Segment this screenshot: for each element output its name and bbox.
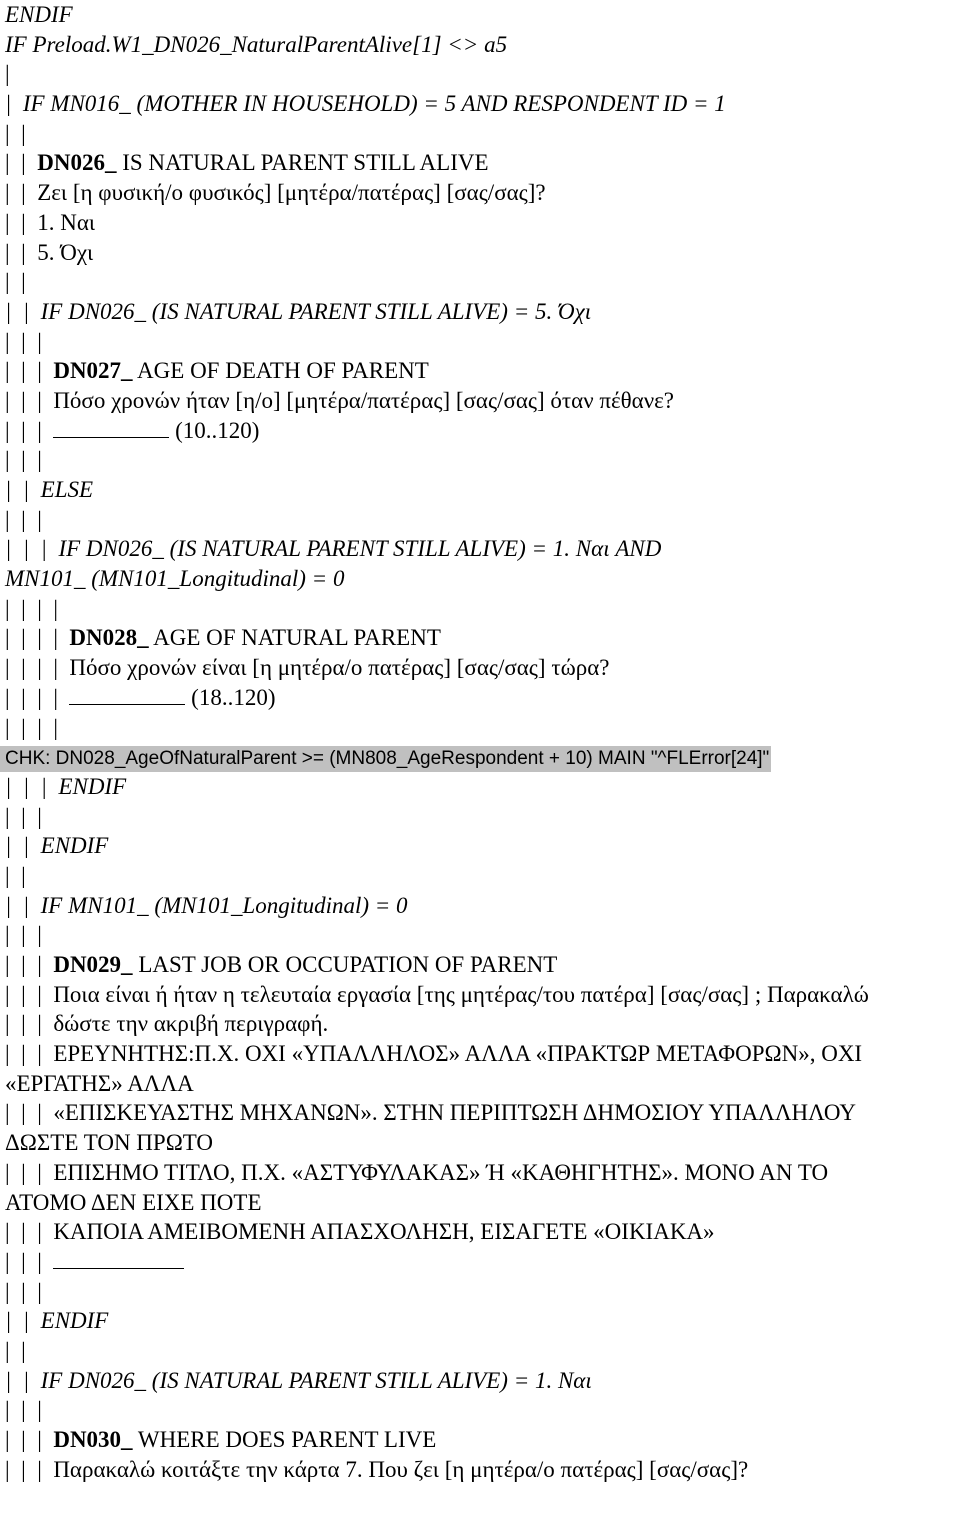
dn029-code: DN029_: [53, 952, 133, 977]
tree-prefix: | | |: [5, 1427, 54, 1452]
dn030-heading: [5, 1425, 960, 1455]
tree-prefix: | | | |: [5, 625, 70, 651]
interviewer-note-cont: «ΕΡΓΑΤΗΣ» ΑΛΛΑ: [5, 1070, 194, 1096]
dn029-answer-field: [5, 1247, 960, 1277]
dn028-heading: [5, 623, 960, 653]
dn026-option-yes: | | 1. Ναι: [5, 209, 96, 235]
dn028-title: AGE OF NATURAL PARENT: [148, 625, 441, 651]
dn029-heading: [5, 950, 960, 980]
if-dn026-alive-condition: | | IF DN026_ (IS NATURAL PARENT STILL ALIVE) = 1. Ναι: [5, 1367, 592, 1393]
interviewer-note-cont: ΑΤΟΜΟ ΔΕΝ ΕΙΧΕ ΠΟΤΕ: [5, 1189, 262, 1215]
tree-line: | | |: [5, 803, 42, 829]
tree-line: | | | |: [5, 595, 58, 621]
if-dn026-yes-condition: | | | IF DN026_ (IS NATURAL PARENT STILL ALIVE) = 1. Ναι AND: [5, 536, 662, 562]
tree-prefix: | |: [5, 150, 38, 176]
dn028-code: DN028_: [69, 625, 149, 651]
if-preload-condition: IF Preload.W1_DN026_NaturalParentAlive[1] <> a5: [5, 31, 508, 57]
answer-blank: [69, 686, 185, 705]
dn027-code: DN027_: [53, 358, 133, 384]
dn029-question: | | | Ποια είναι ή ήταν η τελευταία εργασία [της μητέρας/του πατέρα] [σας/σας] ; Παρακαλώ: [5, 981, 869, 1007]
answer-blank: [53, 1250, 184, 1269]
tree-line: | |: [5, 862, 26, 888]
tree-line: | | |: [5, 1278, 42, 1304]
interviewer-note: | | | ΚΑΠΟΙΑ ΑΜΕΙΒΟΜΕΝΗ ΑΠΑΣΧΟΛΗΣΗ, ΕΙΣΑΓΕΤΕ «ΟΙΚΙΑΚΑ»: [5, 1219, 715, 1245]
tree-line: | | |: [5, 328, 42, 354]
dn027-answer-field: [5, 416, 960, 446]
chk-line: [5, 742, 960, 772]
if-mn016-condition: | IF MN016_ (MOTHER IN HOUSEHOLD) = 5 AND RESPONDENT ID = 1: [5, 91, 726, 117]
dn028-question: | | | | Πόσο χρονών είναι [η μητέρα/ο πατέρας] [σας/σας] τώρα?: [5, 655, 610, 681]
answer-blank: [53, 419, 169, 438]
dn029-question-cont: | | | δώστε την ακριβή περιγραφή.: [5, 1011, 329, 1037]
dn030-title: WHERE DOES PARENT LIVE: [132, 1427, 437, 1452]
endif-line: | | ENDIF: [5, 833, 109, 859]
if-dn026-yes-condition-cont: MN101_ (MN101_Longitudinal) = 0: [5, 566, 345, 592]
tree-line: | |: [5, 269, 26, 295]
tree-prefix: | | |: [5, 417, 54, 443]
endif-line: | | ENDIF: [5, 1308, 109, 1334]
tree-line: | | | |: [5, 714, 58, 740]
tree-prefix: | | |: [5, 358, 54, 384]
dn027-heading: [5, 356, 960, 386]
dn026-title: IS NATURAL PARENT STILL ALIVE: [116, 150, 489, 176]
dn026-option-no: | | 5. Όχι: [5, 239, 94, 265]
tree-prefix: | | |: [5, 1248, 54, 1274]
else-line: | | ELSE: [5, 477, 94, 502]
chk-statement: CHK: DN028_AgeOfNaturalParent >= (MN808_AgeRespondent + 10) MAIN "^FLError[24]": [0, 746, 771, 772]
dn026-heading: [5, 148, 960, 178]
dn027-range: (10..120): [169, 417, 260, 443]
tree-line: | |: [5, 1337, 26, 1363]
if-dn026-no-condition: | | IF DN026_ (IS NATURAL PARENT STILL ALIVE) = 5. Όχι: [5, 298, 592, 324]
dn027-question: | | | Πόσο χρονών ήταν [η/ο] [μητέρα/πατέρας] [σας/σας] όταν πέθανε?: [5, 387, 674, 413]
interviewer-note-cont: ΔΩΣΤΕ ΤΟΝ ΠΡΩΤΟ: [5, 1130, 214, 1156]
if-mn101-condition: | | IF MN101_ (MN101_Longitudinal) = 0: [5, 892, 408, 918]
dn030-question: | | | Παρακαλώ κοιτάξτε την κάρτα 7. Που ζει [η μητέρα/ο πατέρας] [σας/σας]?: [5, 1456, 749, 1482]
tree-line: | | |: [5, 1397, 42, 1423]
tree-prefix: | | |: [5, 952, 54, 977]
interviewer-note: | | | ΕΡΕΥΝΗΤΗΣ:Π.Χ. ΟΧΙ «ΥΠΑΛΛΗΛΟΣ» ΑΛΛΑ «ΠΡΑΚΤΩΡ ΜΕΤΑΦΟΡΩΝ», ΟΧΙ: [5, 1041, 863, 1067]
dn026-question: | | Ζει [η φυσική/ο φυσικός] [μητέρα/πατέρας] [σας/σας]?: [5, 180, 546, 206]
dn029-title: LAST JOB OR OCCUPATION OF PARENT: [132, 952, 558, 977]
dn027-title: AGE OF DEATH OF PARENT: [132, 358, 429, 384]
endif-line: | | | ENDIF: [5, 773, 127, 799]
dn028-answer-field: [5, 683, 960, 713]
tree-line: | |: [5, 120, 26, 146]
dn026-code: DN026_: [37, 150, 117, 176]
tree-line: |: [5, 61, 10, 87]
interviewer-note: | | | ΕΠΙΣΗΜΟ ΤΙΤΛΟ, Π.Χ. «ΑΣΤΥΦΥΛΑΚΑΣ» Ή «ΚΑΘΗΓΗΤΗΣ». ΜΟΝΟ ΑΝ ΤΟ: [5, 1159, 829, 1185]
endif-line: ENDIF: [5, 2, 73, 27]
tree-line: | | |: [5, 922, 42, 948]
tree-prefix: | | | |: [5, 684, 70, 710]
interviewer-note: | | | «ΕΠΙΣΚΕΥΑΣΤΗΣ ΜΗΧΑΝΩΝ». ΣΤΗΝ ΠΕΡΙΠΤΩΣΗ ΔΗΜΟΣΙΟΥ ΥΠΑΛΛΗΛΟΥ: [5, 1100, 856, 1126]
dn028-range: (18..120): [185, 684, 276, 710]
tree-line: | | |: [5, 447, 42, 473]
dn030-code: DN030_: [53, 1427, 133, 1452]
tree-line: | | |: [5, 506, 42, 532]
